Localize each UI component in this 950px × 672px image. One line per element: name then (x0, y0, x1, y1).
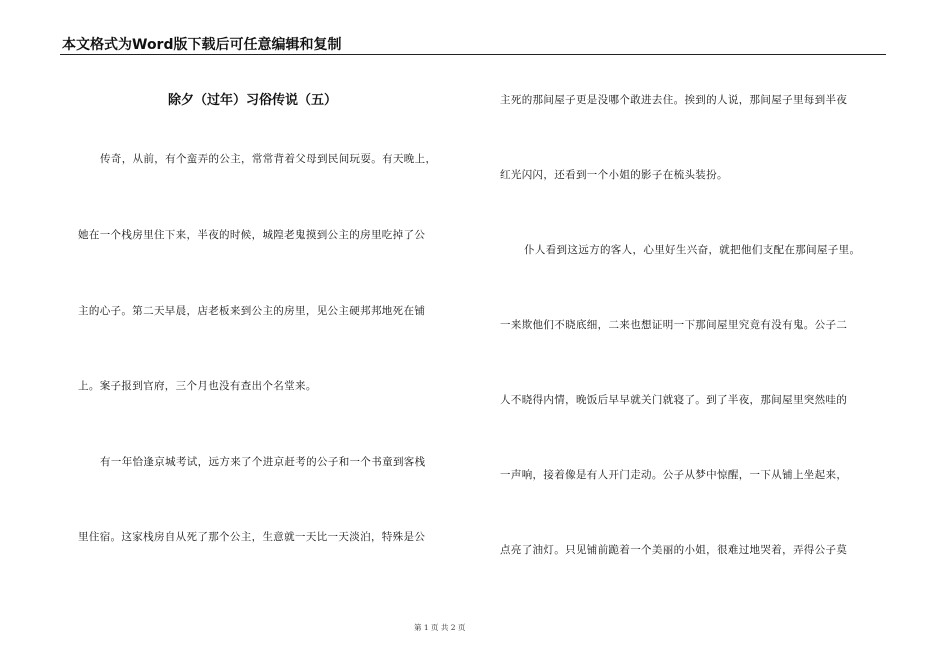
text-line: 主的心子。第二天早晨，店老板来到公主的房里，见公主硬邦邦地死在铺 (78, 305, 426, 317)
text-line: 红光闪闪，还看到一个小姐的影子在梳头装扮。 (500, 169, 728, 181)
text-line: 一声响，接着像是有人开门走动。公子从梦中惊醒，一下从铺上坐起来， (500, 469, 848, 481)
text-line: 人不晓得内情，晚饭后早早就关门就寝了。到了半夜，那间屋里突然哇的 (500, 394, 848, 406)
text-line: 一来欺他们不晓底细，二来也想证明一下那间屋里究竟有没有鬼。公子二 (500, 319, 848, 331)
text-line: 有一年恰逢京城考试，远方来了个进京赶考的公子和一个书童到客栈 (100, 456, 426, 468)
document-title: 除夕（过年）习俗传说（五） (168, 93, 338, 108)
header-divider (60, 54, 886, 55)
page-number: 第 1 页 共 2 页 (414, 623, 466, 632)
document-header-title: 本文格式为Word版下载后可任意编辑和复制 (62, 37, 342, 53)
text-line: 仆人看到这远方的客人，心里好生兴奋，就把他们支配在那间屋子里。 (524, 244, 861, 256)
text-line: 传奇，从前，有个蛮弄的公主，常常背着父母到民间玩耍。有天晚上， (100, 153, 437, 165)
text-line: 上。案子报到官府，三个月也没有查出个名堂来。 (78, 380, 317, 392)
text-line: 点亮了油灯。只见铺前跪着一个美丽的小姐，很难过地哭着，弄得公子莫 (500, 544, 848, 556)
text-line: 她在一个栈房里住下来，半夜的时候，城隍老鬼摸到公主的房里吃掉了公 (78, 229, 426, 241)
text-line: 主死的那间屋子更是没哪个敢进去住。挨到的人说，那间屋子里每到半夜 (500, 94, 848, 106)
text-line: 里住宿。这家栈房自从死了那个公主，生意就一天比一天淡泊，特殊是公 (78, 531, 426, 543)
